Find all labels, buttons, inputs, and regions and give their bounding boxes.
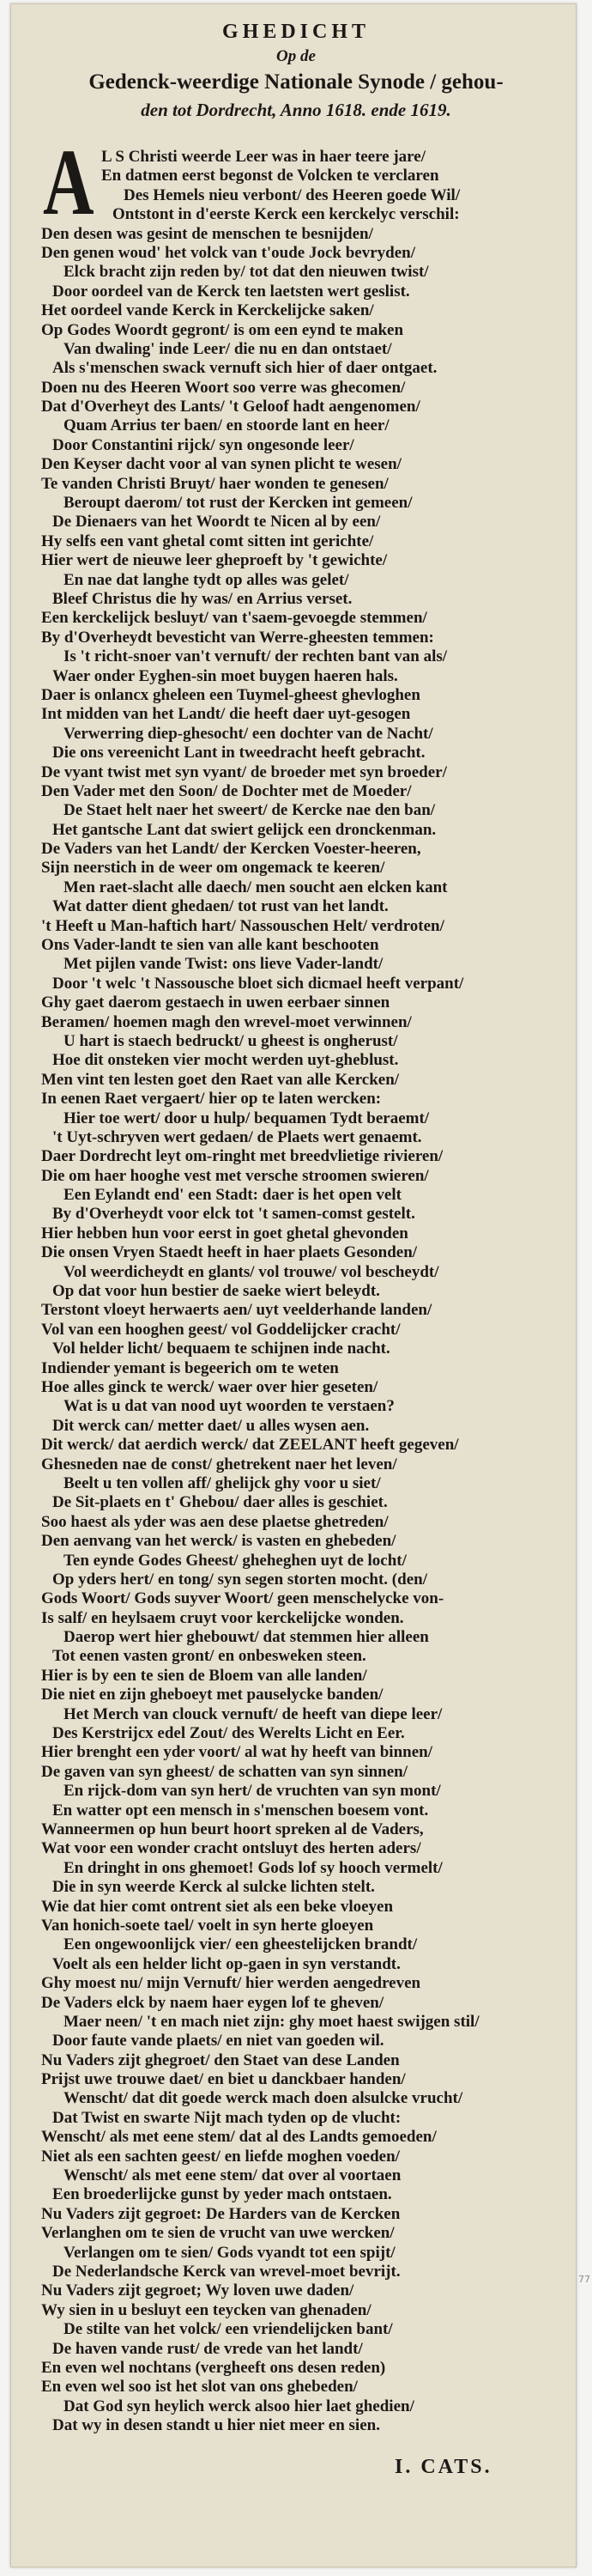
poem-line: Dat wy in desen standt u hier niet meer en sien. [52,2416,380,2435]
poem-line: Als s'menschen swack vernuft sich hier of daer ontgaet. [52,359,438,378]
poem-line: En nae dat langhe tydt op alles was gelet/ [63,570,349,589]
document-title-line-2: den tot Dordrecht, Anno 1618. ende 1619. [141,100,451,120]
poem-line: Ten eynde Godes Gheest/ gheheghen uyt de locht/ [63,1551,407,1570]
poem-line: Nu Vaders zijt ghegroet/ den Staet van dese Landen [41,2050,400,2069]
poem-line: 't Heeft u Man-haftich hart/ Nassouschen Helt/ verdroten/ [41,916,444,935]
poem-line: Prijst uwe trouwe daet/ en biet u danckbaer handen/ [41,2070,406,2089]
poem-line: Te vanden Christi Bruyt/ haer wonden te genesen/ [41,474,389,493]
poem-line: Dit werck can/ metter daet/ u alles wysen aen. [52,1416,370,1435]
poem-line: Door 't welc 't Nassousche bloet sich dicmael heeft verpant/ [52,974,464,993]
poem-line: En rijck-dom van syn hert/ de vruchten van syn mont/ [63,1782,441,1801]
poem-line: L S Christi weerde Leer was in haer teere jare/ [101,148,426,166]
poem-line: De Vaders van het Landt/ der Kercken Voester-heeren, [41,840,421,859]
poem-line: Door faute vande plaets/ en niet van goeden wil. [52,2032,384,2050]
poem-line: Het Merch van clouck vernuft/ de heeft van diepe leer/ [63,1704,443,1723]
poem-body [41,148,573,2435]
poem-line: Wat datter dient ghedaen/ tot rust van het landt. [52,897,389,916]
poem-line: Op yders hert/ en tong/ syn segen storten mocht. (den/ [52,1570,427,1589]
poem-line: Dat God syn heylich werck alsoo hier laet ghedien/ [63,2397,414,2415]
poem-line: Ons Vader-landt te sien van alle kant beschooten [41,936,379,955]
poem-line: 't Uyt-schryven wert gedaen/ de Plaets wert genaemt. [52,1127,422,1146]
poem-line: Indiender yemant is begeerich om te weten [41,1358,339,1377]
poem-line: Des Hemels nieu verbont/ des Heeren goede Wil/ [124,185,461,204]
poem-line: En datmen eerst begonst de Volcken te verclaren [101,167,439,185]
poem-line: En even wel soo ist het slot van ons ghebeden/ [41,2378,358,2397]
poem-line: Wy sien in u besluyt een teycken van ghenaden/ [41,2300,372,2319]
poem-line: Soo haest als yder was aen dese plaetse ghetreden/ [41,1512,389,1531]
poem-line: Niet als een sachten geest/ en liefde moghen voeden/ [41,2147,400,2166]
poem-line: De Sit-plaets en t' Ghebou/ daer alles is geschiet. [52,1493,388,1512]
poem-line: Die om haer hooghe vest met versche stroomen swieren/ [41,1166,429,1185]
document-title-line-1: Gedenck-weerdige Nationale Synode / gehou- [88,70,504,94]
poem-line: Wenscht/ als met eene stem/ dat al des Landts gemoeden/ [41,2128,437,2147]
poem-line: En dringht in ons ghemoet! Gods lof sy hooch vermelt/ [63,1858,443,1877]
poem-line: Die niet en zijn gheboeyt met pauselycke banden/ [41,1686,384,1704]
poem-line: Wenscht/ als met eene stem/ dat over al voortaen [63,2166,402,2185]
poem-line: De vyant twist met syn vyant/ de broeder met syn broeder/ [41,762,447,781]
poem-line: In eenen Raet vergaert/ hier op te laten wercken: [41,1090,382,1109]
poem-line: Quam Arrius ter baen/ en stoorde lant en heer/ [63,416,390,435]
poem-line: Doen nu des Heeren Woort soo verre was ghecomen/ [41,378,406,397]
poem-line: Beramen/ hoemen magh den wrevel-moet verwinnen/ [41,1012,412,1031]
poem-line: Den Vader met den Soon/ de Dochter met de Moeder/ [41,781,412,800]
poem-line: Des Kerstrijcx edel Zout/ des Werelts Licht en Eer. [52,1724,405,1743]
poem-line: Hier toe wert/ door u hulp/ bequamen Tydt beraemt/ [63,1109,430,1127]
document-subheading: Op de [276,47,316,65]
poem-line: Hy selfs een vant ghetal comt sitten int gerichte/ [41,532,374,550]
poem-line: De Vaders elck by naem haer eygen lof te gheven/ [41,1993,384,2012]
poem-line: Voelt als een helder licht op-gaen in syn verstandt. [52,1954,401,1973]
poem-line: U hart is staech bedruckt/ u gheest is ongherust/ [63,1031,398,1050]
poem-line: De haven vande rust/ de vrede van het landt/ [52,2339,363,2358]
poem-line: De Dienaers van het Woordt te Nicen al by een/ [52,513,381,532]
poem-line: Tot eenen vasten gront/ en onbesweken steen. [52,1647,366,1666]
poem-line: Den aenvang van het werck/ is vasten en ghebeden/ [41,1532,396,1551]
poem-line: Beelt u ten vollen aff/ ghelijck ghy voor u siet/ [63,1473,381,1492]
poem-line: Daerop wert hier ghebouwt/ dat stemmen hier alleen [63,1628,429,1647]
poem-line: Wat voor een wonder cracht ontsluyt des herten aders/ [41,1839,421,1858]
poem-line: De Nederlandsche Kerck van wrevel-moet bevrijt. [52,2262,401,2281]
poem-line: Wie dat hier comt ontrent siet als een beke vloeyen [41,1897,394,1916]
poem-line: Wat is u dat van nood uyt woorden te verstaen? [63,1397,395,1416]
poem-line: Beroupt daerom/ tot rust der Kercken int gemeen/ [63,494,413,513]
poem-line: Met pijlen vande Twist: ons lieve Vader-landt/ [63,955,384,974]
poem-line: Daer Dordrecht leyt om-ringht met breedvlietige rivieren/ [41,1147,444,1166]
poem-line: Maer neen/ 't en mach niet zijn: ghy moet haest swijgen stil/ [63,2012,480,2031]
poem-line: Int midden van het Landt/ die heeft daer uyt-gesogen [41,705,411,724]
poem-line: Is salf/ en heylsaem cruyt voor kerckelijcke wonden. [41,1608,404,1627]
poem-line: Van honich-soete tael/ voelt in syn herte gloeyen [41,1916,374,1935]
poem-line: Den genen woud' het volck van t'oude Jock bevryden/ [41,243,415,262]
poem-line: De Staet helt naer het sweert/ de Kercke nae den ban/ [63,801,436,820]
poem-line: Daer is onlancx gheleen een Tuymel-gheest ghevloghen [41,685,420,704]
poem-line: Dat d'Overheyt des Lants/ 't Geloof hadt aengenomen/ [41,398,420,416]
document-heading: GHEDICHT [221,21,371,43]
poem-line: Vol van een hooghen geest/ vol Goddelijcker cracht/ [41,1320,401,1339]
poem-line: Gods Woort/ Gods suyver Woort/ geen menschelycke von- [41,1589,444,1608]
poem-line: De stilte van het volck/ een vriendelijcken bant/ [63,2320,393,2339]
poem-line: Verwerring diep-ghesocht/ een dochter van de Nacht/ [63,724,433,743]
poem-line: Ontstont in d'eerste Kerck een kerckelyc verschil: [112,205,460,224]
poem-line: Die onsen Vryen Staedt heeft in haer plaets Gesonden/ [41,1243,418,1262]
poem-line: Hoe dit onsteken vier mocht werden uyt-gheblust. [52,1051,399,1070]
poem-line: Nu Vaders zijt gegroet; Wy loven uwe daden/ [41,2281,354,2300]
drop-cap-letter: A [43,130,94,234]
poem-line: Dit werck/ dat aerdich werck/ dat ZEELANT heeft gegeven/ [41,1436,459,1455]
poem-line: Men vint ten lesten goet den Raet van alle Kercken/ [41,1070,400,1089]
poem-line: Door Constantini rijck/ syn ongesonde leer/ [52,435,354,454]
poem-line: Door oordeel van de Kerck ten laetsten wert geslist. [52,282,410,301]
poem-line: Ghesneden nae de const/ ghetrekent naer het leven/ [41,1455,397,1473]
poem-line: Wanneermen op hun beurt hoort spreken al de Vaders, [41,1820,424,1838]
poem-line: Elck bracht zijn reden by/ tot dat den nieuwen twist/ [63,263,429,282]
poem-line: Ghy gaet daerom gestaech in uwen eerbaer sinnen [41,993,390,1012]
poem-line: En even wel nochtans (vergheeft ons desen reden) [41,2358,386,2377]
poem-line: Sijn neerstich in de weer om ongemack te keeren/ [41,859,385,878]
poem-line: Den desen was gesint de menschen te besnijden/ [41,224,373,243]
poem-line: Nu Vaders zijt gegroet: De Harders van de Kercken [41,2204,401,2223]
poem-line: Een Eylandt end' een Stadt: daer is het open velt [63,1186,402,1205]
poem-line: Van dwaling' inde Leer/ die nu en dan ontstaet/ [63,339,392,358]
poem-line: Die ons vereenicht Lant in tweedracht heeft gebracht. [52,744,426,762]
poem-line: Is 't richt-snoer van't vernuft/ der rechten bant van als/ [63,647,448,666]
poem-line: Het oordeel vande Kerck in Kerckelijcke saken/ [41,301,374,320]
poem-line: Op dat voor hun bestier de saeke wiert beleydt. [52,1282,380,1301]
poem-line: Wenscht/ dat dit goede werck mach doen alsulcke vrucht/ [63,2089,463,2108]
poem-line: Op Godes Woordt gegront/ is om een eynd te maken [41,320,404,339]
poem-line: En watter opt een mensch in s'menschen boesem vont. [52,1801,429,1820]
poem-line: By d'Overheydt voor elck tot 't samen-comst gestelt. [52,1205,415,1224]
poem-line: Hier brenght een yder voort/ al wat hy heeft van binnen/ [41,1743,432,1762]
poem-line: Vol helder licht/ bequaem te schijnen inde nacht. [52,1340,390,1358]
poem-line: Verlanghen om te sien de vrucht van uwe wercken/ [41,2224,395,2243]
poem-line: Het gantsche Lant dat swiert gelijck een dronckenman. [52,820,437,839]
poem-line: Bleef Christus die hy was/ en Arrius verset. [52,589,353,608]
poem-line: De gaven van syn gheest/ de schatten van syn sinnen/ [41,1762,408,1781]
poem-line: Hier is by een te sien de Bloem van alle landen/ [41,1666,367,1685]
poem-line: Den Keyser dacht voor al van synen plicht te wesen/ [41,455,402,474]
poem-line: Een ongewoonlijck vier/ een gheestelijcken brandt/ [63,1935,418,1954]
poem-line: Hier wert de nieuwe leer gheproeft by 't gewichte/ [41,551,388,570]
poem-line: Ghy moest nu/ mijn Vernuft/ hier werden aengedreven [41,1974,421,1993]
poem-line: Hoe alles ginck te werck/ waer over hier geseten/ [41,1378,378,1396]
poem-line: Die in syn weerde Kerck al sulcke lichten stelt. [52,1878,375,1897]
archival-margin-note: 77 [578,2274,590,2285]
poem-line: Vol weerdicheydt en glants/ vol trouwe/ vol bescheydt/ [63,1262,439,1281]
poem-line: Waer onder Eyghen-sin moet buygen haeren hals. [52,666,398,685]
poem-line: Een broederlijcke gunst by yeder mach ontstaen. [52,2185,392,2204]
author-signature: I. CATS. [395,2456,492,2478]
poem-line: Men raet-slacht alle daech/ men soucht aen elcken kant [63,878,448,896]
poem-line: Een kerckelijck besluyt/ van t'saem-gevoegde stemmen/ [41,609,427,628]
poem-line: Terstont vloeyt herwaerts aen/ uyt veelderhande landen/ [41,1301,432,1320]
poem-line: Hier hebben hun voor eerst in goet ghetal ghevonden [41,1224,408,1242]
poem-line: Verlangen om te sien/ Gods vyandt tot een spijt/ [63,2243,396,2262]
poem-line: Dat Twist en swarte Nijt mach tyden op de vlucht: [52,2108,402,2127]
poem-line: By d'Overheydt bevesticht van Werre-gheesten temmen: [41,628,434,647]
